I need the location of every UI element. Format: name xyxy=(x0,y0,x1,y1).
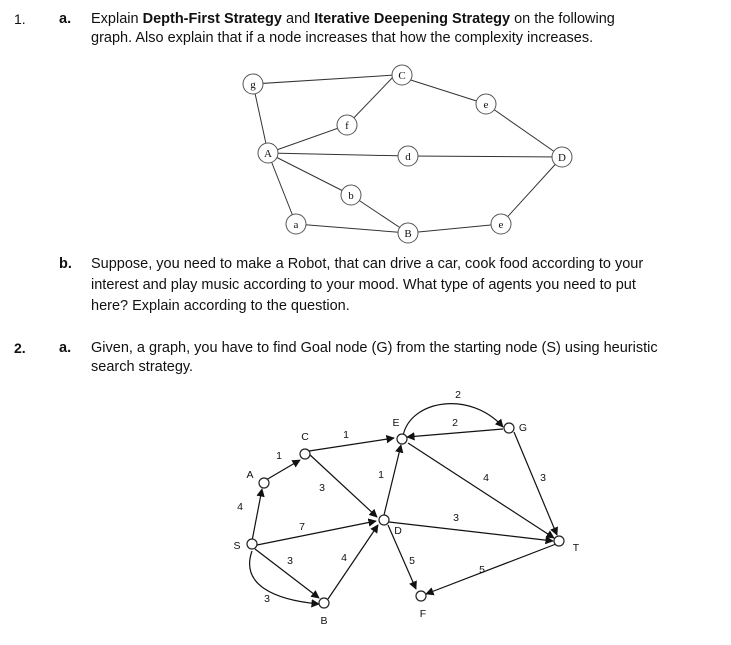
label-G: G xyxy=(518,422,528,434)
q1b-line3: here? Explain according to the question. xyxy=(91,298,350,314)
weight-E-G-curve: 2 xyxy=(455,389,461,401)
q1a-line1: Explain Depth-First Strategy and Iterative Deepening Strategy on the following xyxy=(91,11,615,27)
label-D: D xyxy=(394,525,402,537)
node-A xyxy=(259,478,269,488)
svg-text:B: B xyxy=(404,228,412,240)
weight-E-T: 4 xyxy=(483,472,489,484)
weight-C-E: 1 xyxy=(343,429,349,441)
node-G xyxy=(504,423,514,433)
edge-G-T xyxy=(514,432,557,535)
label-A: A xyxy=(246,469,254,481)
q1b-line1: Suppose, you need to make a Robot, that can drive a car, cook food according to your xyxy=(91,256,644,272)
edge-G-E xyxy=(407,429,503,437)
weight-D-T: 3 xyxy=(453,512,459,524)
svg-text:e: e xyxy=(498,219,504,231)
svg-text:d: d xyxy=(405,151,411,163)
weight-G-T: 3 xyxy=(540,472,546,484)
depth-first-term: Depth-First Strategy xyxy=(142,11,282,27)
q1-number: 1. xyxy=(14,11,26,27)
node-E xyxy=(397,434,407,444)
q2-number: 2. xyxy=(14,340,26,356)
node-D xyxy=(379,515,389,525)
q1b-line2: interest and play music according to your mood. What type of agents you need to put xyxy=(91,277,636,293)
svg-text:b: b xyxy=(348,190,354,202)
weight-T-F: 5 xyxy=(479,564,485,576)
node-S xyxy=(247,539,257,549)
edge-S-B-curve xyxy=(250,551,319,604)
weight-S-B-curve: 3 xyxy=(264,593,270,605)
q2-node-labels xyxy=(233,417,579,627)
svg-text:g: g xyxy=(250,79,256,91)
edge-S-D xyxy=(257,521,376,545)
weight-A-C: 1 xyxy=(276,450,282,462)
q2-graph-nodes xyxy=(247,423,564,608)
edge-D-T xyxy=(389,522,553,541)
svg-text:C: C xyxy=(398,70,406,82)
q1a-label: a. xyxy=(59,11,72,27)
svg-text:A: A xyxy=(264,148,272,160)
svg-text:a: a xyxy=(293,219,299,231)
svg-text:e: e xyxy=(483,99,489,111)
edge-A-C xyxy=(266,460,300,480)
weight-D-F: 5 xyxy=(409,555,415,567)
edge-B-D xyxy=(328,525,378,599)
label-C: C xyxy=(301,431,309,443)
node-T xyxy=(554,536,564,546)
q1b-label: b. xyxy=(59,256,72,272)
weight-D-E: 1 xyxy=(378,469,384,481)
label-F: F xyxy=(419,608,427,620)
weight-S-D: 7 xyxy=(299,521,305,533)
iterative-deepening-term: Iterative Deepening Strategy xyxy=(314,11,511,27)
q2a-line1: Given, a graph, you have to find Goal node (G) from the starting node (S) using heuristic xyxy=(91,340,658,356)
q2a-label: a. xyxy=(59,340,72,356)
weight-S-B-straight: 3 xyxy=(287,555,293,567)
weight-B-D: 4 xyxy=(341,552,347,564)
svg-text:D: D xyxy=(558,152,566,164)
weight-S-A: 4 xyxy=(237,501,243,513)
edge-T-F xyxy=(426,544,556,594)
label-E: E xyxy=(392,417,400,429)
edge-S-A xyxy=(252,489,262,541)
node-F xyxy=(416,591,426,601)
weight-C-D: 3 xyxy=(319,482,325,494)
q1a-line2: graph. Also explain that if a node increases that how the complexity increases. xyxy=(91,30,594,46)
edge-D-E xyxy=(384,445,401,515)
node-B xyxy=(319,598,329,608)
edge-E-T xyxy=(408,443,554,538)
label-B: B xyxy=(320,615,328,627)
weight-G-E: 2 xyxy=(452,417,458,429)
label-T: T xyxy=(572,542,580,554)
label-S: S xyxy=(233,540,241,552)
node-C xyxy=(300,449,310,459)
edge-C-E xyxy=(309,438,394,451)
svg-text:f: f xyxy=(345,120,349,132)
q2a-line2: search strategy. xyxy=(91,359,194,375)
